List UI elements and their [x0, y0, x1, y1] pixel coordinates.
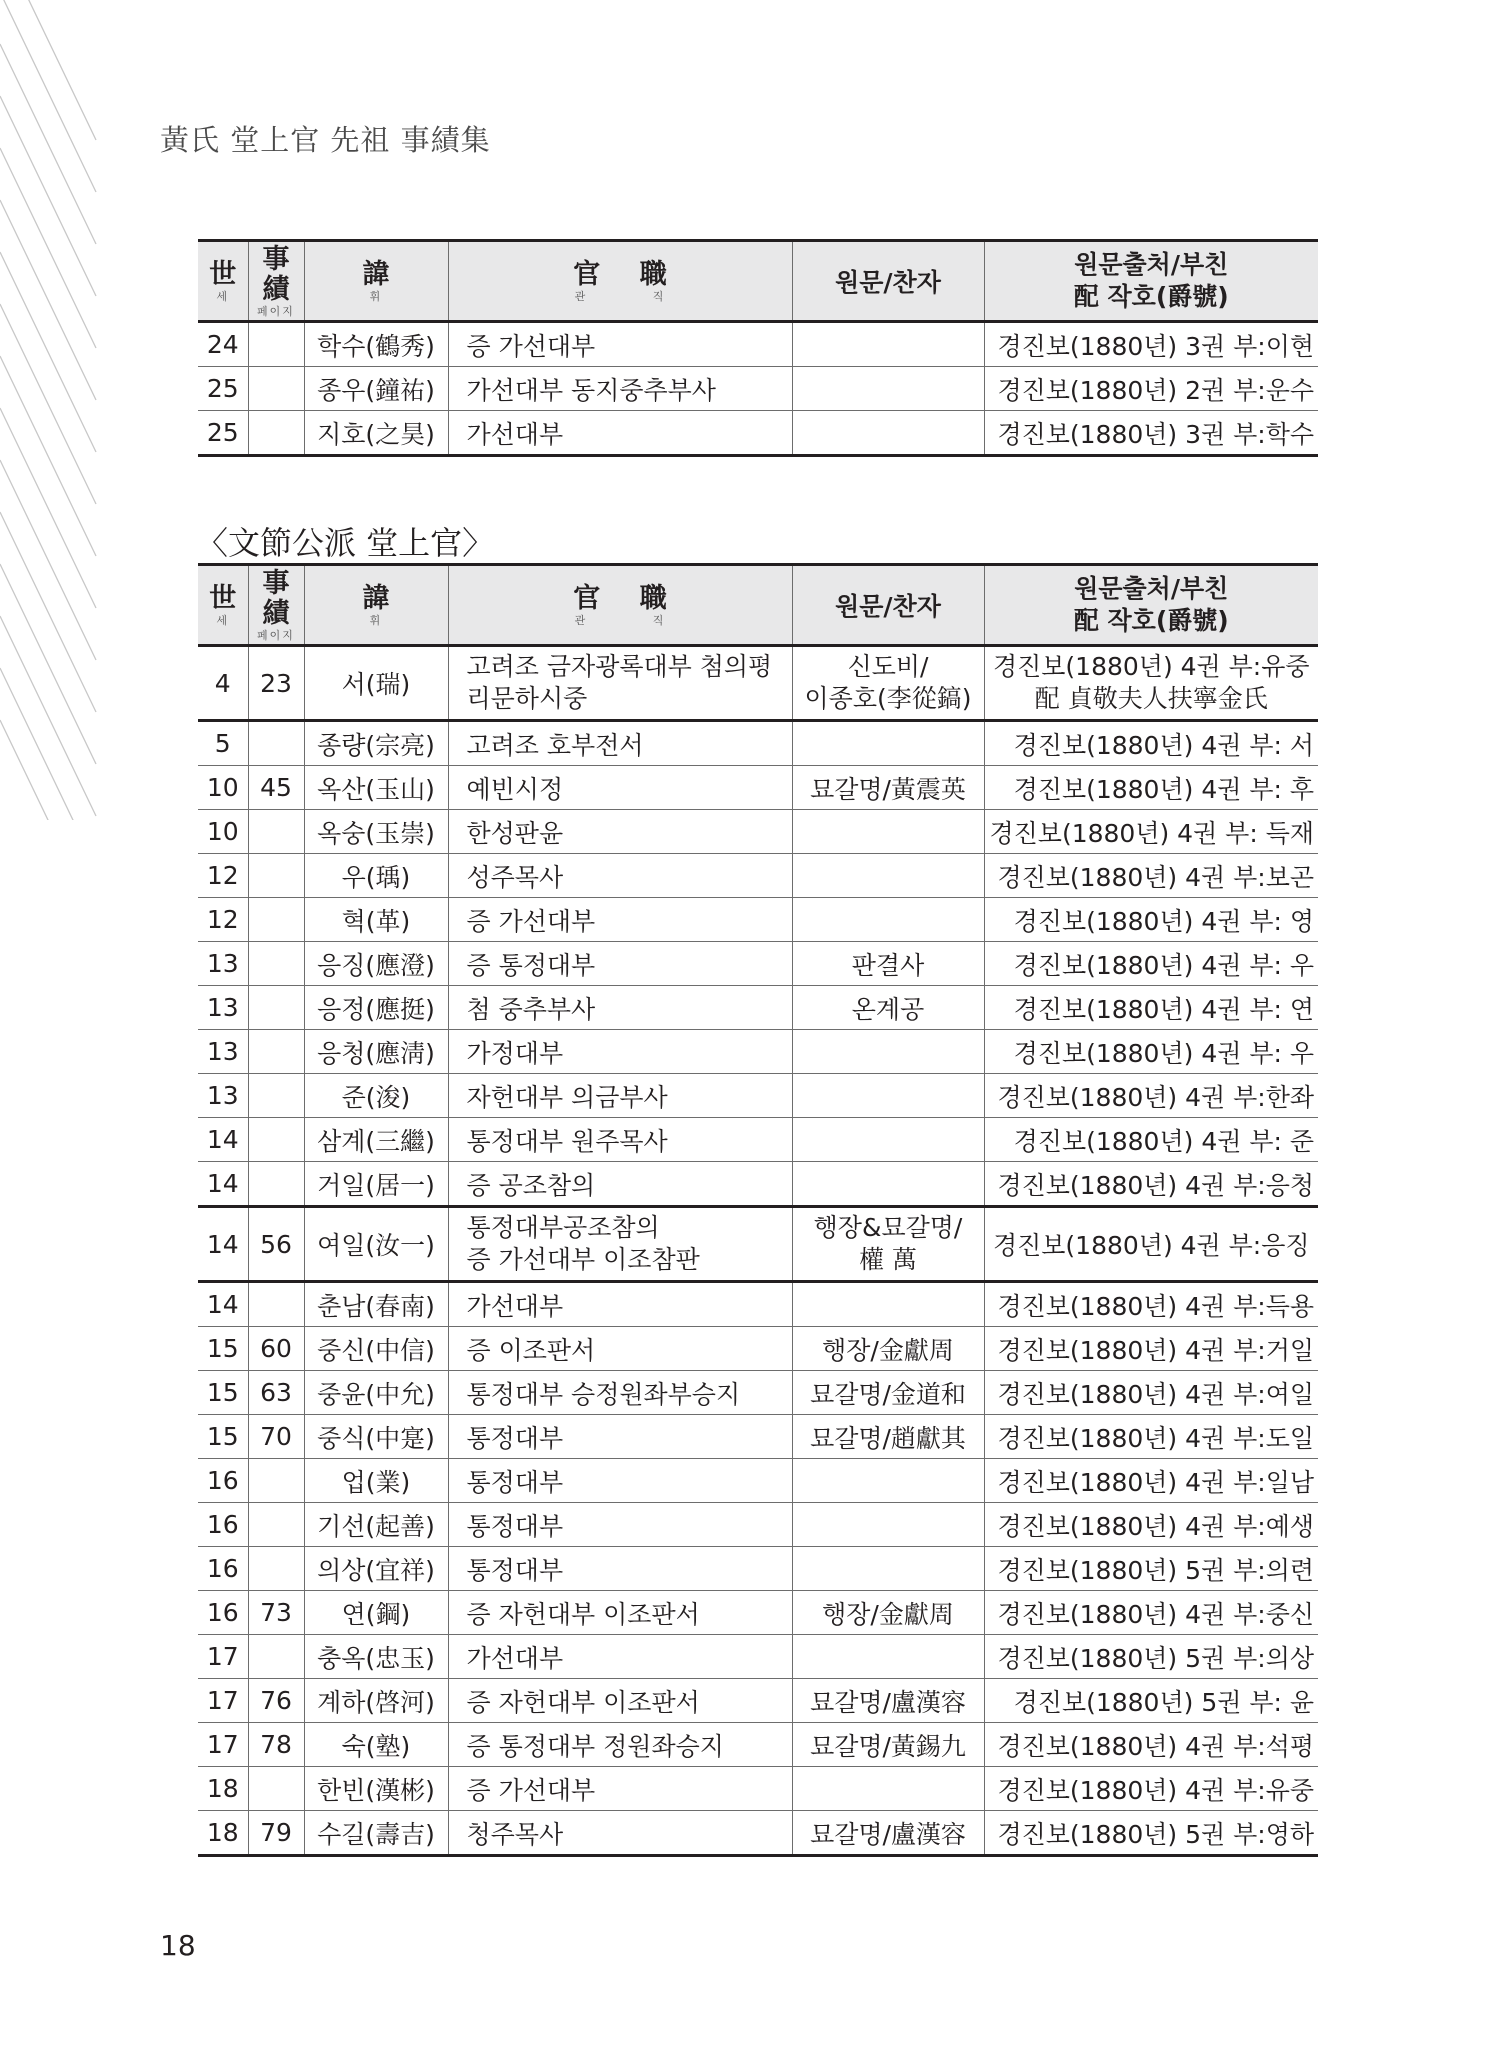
- page-number: 18: [160, 1929, 196, 1962]
- author-cell: 행장&묘갈명/ 權 萬: [792, 1207, 984, 1282]
- header-name: 諱 휘: [304, 241, 448, 322]
- office-cell: 증 가선대부: [448, 1767, 792, 1811]
- source-cell: 경진보(1880년) 4권 부:석평: [984, 1723, 1318, 1767]
- generation-cell: 16: [198, 1591, 248, 1635]
- page-cell: [248, 367, 304, 411]
- source-cell: 경진보(1880년) 2권 부:운수: [984, 367, 1318, 411]
- source-cell: 경진보(1880년) 3권 부:학수: [984, 411, 1318, 456]
- author-cell: 판결사: [792, 942, 984, 986]
- page-cell: 78: [248, 1723, 304, 1767]
- author-cell: [792, 1547, 984, 1591]
- generation-cell: 25: [198, 367, 248, 411]
- stripe-line: [0, 460, 96, 660]
- page-cell: 79: [248, 1811, 304, 1856]
- author-cell: [792, 1503, 984, 1547]
- source-cell: 경진보(1880년) 4권 부: 서: [984, 721, 1318, 766]
- table-row: [198, 1459, 1318, 1503]
- office-cell: 가선대부 동지중추부사: [448, 367, 792, 411]
- table-row: [198, 1635, 1318, 1679]
- name-cell: 종량(宗亮): [304, 721, 448, 766]
- source-cell: 경진보(1880년) 5권 부:의련: [984, 1547, 1318, 1591]
- generation-cell: 10: [198, 766, 248, 810]
- table-row: [198, 1327, 1318, 1371]
- table-row: [198, 1282, 1318, 1327]
- source-cell: 경진보(1880년) 5권 부:의상: [984, 1635, 1318, 1679]
- name-cell: 숙(塾): [304, 1723, 448, 1767]
- office-cell: 증 통정대부: [448, 942, 792, 986]
- source-cell: 경진보(1880년) 4권 부:예생: [984, 1503, 1318, 1547]
- name-cell: 의상(宜祥): [304, 1547, 448, 1591]
- author-cell: [792, 1282, 984, 1327]
- office-cell: 증 가선대부: [448, 898, 792, 942]
- name-cell: 지호(之昊): [304, 411, 448, 456]
- generation-cell: 18: [198, 1811, 248, 1856]
- office-cell: 통정대부: [448, 1459, 792, 1503]
- author-cell: 묘갈명/盧漢容: [792, 1811, 984, 1856]
- source-cell: 경진보(1880년) 4권 부: 연: [984, 986, 1318, 1030]
- generation-cell: 12: [198, 854, 248, 898]
- header-author: 원문/찬자: [792, 565, 984, 646]
- author-cell: [792, 1074, 984, 1118]
- office-cell: 증 이조판서: [448, 1327, 792, 1371]
- name-cell: 삼계(三繼): [304, 1118, 448, 1162]
- name-cell: 응정(應挺): [304, 986, 448, 1030]
- source-cell: 경진보(1880년) 4권 부:도일: [984, 1415, 1318, 1459]
- author-cell: [792, 367, 984, 411]
- office-cell: 자헌대부 의금부사: [448, 1074, 792, 1118]
- author-cell: 행장/金獻周: [792, 1327, 984, 1371]
- author-cell: 행장/金獻周: [792, 1591, 984, 1635]
- table-row: [198, 646, 1318, 721]
- officials-table-2: [198, 563, 1318, 1857]
- table-row: [198, 1371, 1318, 1415]
- author-cell: [792, 1030, 984, 1074]
- header-author: 원문/찬자: [792, 241, 984, 322]
- page-cell: [248, 1030, 304, 1074]
- office-cell: 가정대부: [448, 1030, 792, 1074]
- table-row: [198, 1503, 1318, 1547]
- author-cell: 묘갈명/金道和: [792, 1371, 984, 1415]
- stripe-line: [0, 408, 96, 608]
- header-source: 원문출처/부친 配 작호(爵號): [984, 565, 1318, 646]
- generation-cell: 14: [198, 1162, 248, 1207]
- name-cell: 종우(鐘祐): [304, 367, 448, 411]
- generation-cell: 14: [198, 1207, 248, 1282]
- office-cell: 고려조 호부전서: [448, 721, 792, 766]
- generation-cell: 13: [198, 1030, 248, 1074]
- name-cell: 서(瑞): [304, 646, 448, 721]
- source-cell: 경진보(1880년) 3권 부:이현: [984, 322, 1318, 367]
- table-row: [198, 1207, 1318, 1282]
- source-cell: 경진보(1880년) 4권 부: 영: [984, 898, 1318, 942]
- source-cell: 경진보(1880년) 4권 부:한좌: [984, 1074, 1318, 1118]
- header-generation: 世 세: [198, 241, 248, 322]
- author-cell: 묘갈명/盧漢容: [792, 1679, 984, 1723]
- office-cell: 통정대부 승정원좌부승지: [448, 1371, 792, 1415]
- source-cell: 경진보(1880년) 5권 부: 윤: [984, 1679, 1318, 1723]
- source-cell: 경진보(1880년) 4권 부:보곤: [984, 854, 1318, 898]
- table-row: [198, 1679, 1318, 1723]
- generation-cell: 25: [198, 411, 248, 456]
- name-cell: 중신(中信): [304, 1327, 448, 1371]
- table-header-row: [198, 241, 1318, 322]
- running-head: 黃氏 堂上官 先祖 事績集: [160, 123, 491, 157]
- name-cell: 우(瑀): [304, 854, 448, 898]
- stripe-line: [0, 148, 96, 348]
- table-row: [198, 721, 1318, 766]
- page-cell: [248, 854, 304, 898]
- name-cell: 충옥(忠玉): [304, 1635, 448, 1679]
- source-cell: 경진보(1880년) 4권 부:유중: [984, 1767, 1318, 1811]
- header-page: 事績 페이지: [248, 241, 304, 322]
- name-cell: 계하(啓河): [304, 1679, 448, 1723]
- stripe-line: [0, 252, 96, 452]
- office-cell: 통정대부: [448, 1503, 792, 1547]
- generation-cell: 15: [198, 1327, 248, 1371]
- author-cell: [792, 721, 984, 766]
- office-cell: 청주목사: [448, 1811, 792, 1856]
- table-row: [198, 766, 1318, 810]
- author-cell: [792, 1635, 984, 1679]
- author-cell: [792, 1459, 984, 1503]
- table-row: [198, 411, 1318, 456]
- office-cell: 증 자헌대부 이조판서: [448, 1591, 792, 1635]
- table-row: [198, 1030, 1318, 1074]
- office-cell: 증 공조참의: [448, 1162, 792, 1207]
- office-cell: 통정대부: [448, 1415, 792, 1459]
- page-cell: 73: [248, 1591, 304, 1635]
- source-cell: 경진보(1880년) 4권 부:중신: [984, 1591, 1318, 1635]
- generation-cell: 4: [198, 646, 248, 721]
- source-cell: 경진보(1880년) 4권 부: 우: [984, 942, 1318, 986]
- name-cell: 기선(起善): [304, 1503, 448, 1547]
- generation-cell: 14: [198, 1118, 248, 1162]
- generation-cell: 10: [198, 810, 248, 854]
- author-cell: [792, 411, 984, 456]
- name-cell: 준(浚): [304, 1074, 448, 1118]
- author-cell: [792, 1118, 984, 1162]
- name-cell: 옥숭(玉崇): [304, 810, 448, 854]
- table-row: [198, 1118, 1318, 1162]
- office-cell: 예빈시정: [448, 766, 792, 810]
- table-row: [198, 1074, 1318, 1118]
- table-row: [198, 1162, 1318, 1207]
- office-cell: 한성판윤: [448, 810, 792, 854]
- name-cell: 응징(應澄): [304, 942, 448, 986]
- author-cell: [792, 322, 984, 367]
- table-row: [198, 1767, 1318, 1811]
- name-cell: 혁(革): [304, 898, 448, 942]
- name-cell: 옥산(玉山): [304, 766, 448, 810]
- page-cell: 45: [248, 766, 304, 810]
- page-cell: 70: [248, 1415, 304, 1459]
- name-cell: 여일(汝一): [304, 1207, 448, 1282]
- name-cell: 학수(鶴秀): [304, 322, 448, 367]
- source-cell: 경진보(1880년) 4권 부:유중 配 貞敬夫人扶寧金氏: [984, 646, 1318, 721]
- table-row: [198, 322, 1318, 367]
- author-cell: 온계공: [792, 986, 984, 1030]
- page-cell: [248, 1547, 304, 1591]
- office-cell: 가선대부: [448, 1635, 792, 1679]
- table-row: [198, 942, 1318, 986]
- table-row: [198, 1547, 1318, 1591]
- header-page: 事績 페이지: [248, 565, 304, 646]
- source-cell: 경진보(1880년) 4권 부:응징: [984, 1207, 1318, 1282]
- generation-cell: 13: [198, 1074, 248, 1118]
- office-cell: 통정대부: [448, 1547, 792, 1591]
- source-cell: 경진보(1880년) 4권 부: 우: [984, 1030, 1318, 1074]
- office-cell: 증 자헌대부 이조판서: [448, 1679, 792, 1723]
- generation-cell: 16: [198, 1503, 248, 1547]
- page-cell: [248, 1767, 304, 1811]
- office-cell: 성주목사: [448, 854, 792, 898]
- author-cell: 묘갈명/趙獻其: [792, 1415, 984, 1459]
- generation-cell: 24: [198, 322, 248, 367]
- page-cell: 76: [248, 1679, 304, 1723]
- page-cell: [248, 810, 304, 854]
- header-source: 원문출처/부친 配 작호(爵號): [984, 241, 1318, 322]
- office-cell: 통정대부 원주목사: [448, 1118, 792, 1162]
- page-cell: [248, 1503, 304, 1547]
- name-cell: 업(業): [304, 1459, 448, 1503]
- name-cell: 중식(中寔): [304, 1415, 448, 1459]
- decorative-stripes: [0, 0, 100, 820]
- page-cell: [248, 1074, 304, 1118]
- header-office: 官 職 관 직: [448, 565, 792, 646]
- page-cell: [248, 1282, 304, 1327]
- office-cell: 통정대부공조참의 증 가선대부 이조참판: [448, 1207, 792, 1282]
- generation-cell: 16: [198, 1459, 248, 1503]
- table-row: [198, 986, 1318, 1030]
- generation-cell: 17: [198, 1679, 248, 1723]
- generation-cell: 5: [198, 721, 248, 766]
- author-cell: 묘갈명/黃錫九: [792, 1723, 984, 1767]
- source-cell: 경진보(1880년) 4권 부: 후: [984, 766, 1318, 810]
- generation-cell: 13: [198, 942, 248, 986]
- table-row: [198, 1811, 1318, 1856]
- generation-cell: 15: [198, 1415, 248, 1459]
- author-cell: [792, 898, 984, 942]
- officials-table-1: [198, 239, 1318, 457]
- name-cell: 중윤(中允): [304, 1371, 448, 1415]
- page-cell: [248, 942, 304, 986]
- page-cell: 63: [248, 1371, 304, 1415]
- page-cell: [248, 411, 304, 456]
- header-generation: 世 세: [198, 565, 248, 646]
- table-header-row: [198, 565, 1318, 646]
- header-name: 諱 휘: [304, 565, 448, 646]
- stripe-line: [0, 668, 96, 820]
- generation-cell: 17: [198, 1723, 248, 1767]
- stripe-line: [0, 44, 96, 244]
- name-cell: 춘남(春南): [304, 1282, 448, 1327]
- office-cell: 고려조 금자광록대부 첨의평 리문하시중: [448, 646, 792, 721]
- author-cell: 묘갈명/黃震英: [792, 766, 984, 810]
- source-cell: 경진보(1880년) 4권 부: 준: [984, 1118, 1318, 1162]
- table-row: [198, 1723, 1318, 1767]
- page-cell: [248, 721, 304, 766]
- stripe-line: [0, 616, 96, 816]
- name-cell: 응청(應淸): [304, 1030, 448, 1074]
- table-row: [198, 854, 1318, 898]
- source-cell: 경진보(1880년) 4권 부:여일: [984, 1371, 1318, 1415]
- generation-cell: 14: [198, 1282, 248, 1327]
- author-cell: [792, 1162, 984, 1207]
- source-cell: 경진보(1880년) 4권 부:일남: [984, 1459, 1318, 1503]
- source-cell: 경진보(1880년) 4권 부: 득재: [984, 810, 1318, 854]
- table-row: [198, 898, 1318, 942]
- page-cell: 60: [248, 1327, 304, 1371]
- source-cell: 경진보(1880년) 5권 부:영하: [984, 1811, 1318, 1856]
- office-cell: 증 가선대부: [448, 322, 792, 367]
- table-row: [198, 810, 1318, 854]
- page-cell: [248, 322, 304, 367]
- page-cell: [248, 1459, 304, 1503]
- office-cell: 첨 중추부사: [448, 986, 792, 1030]
- generation-cell: 12: [198, 898, 248, 942]
- stripe-line: [0, 200, 96, 400]
- page-cell: [248, 986, 304, 1030]
- author-cell: 신도비/ 이종호(李從鎬): [792, 646, 984, 721]
- generation-cell: 18: [198, 1767, 248, 1811]
- author-cell: [792, 854, 984, 898]
- generation-cell: 17: [198, 1635, 248, 1679]
- stripe-line: [0, 304, 96, 504]
- office-cell: 가선대부: [448, 1282, 792, 1327]
- page-cell: [248, 1118, 304, 1162]
- table-row: [198, 367, 1318, 411]
- section-title: 〈文節公派 堂上官〉: [196, 524, 495, 562]
- table-row: [198, 1591, 1318, 1635]
- header-office: 官 職 관 직: [448, 241, 792, 322]
- source-cell: 경진보(1880년) 4권 부:득용: [984, 1282, 1318, 1327]
- author-cell: [792, 810, 984, 854]
- name-cell: 한빈(漢彬): [304, 1767, 448, 1811]
- office-cell: 가선대부: [448, 411, 792, 456]
- page-cell: 23: [248, 646, 304, 721]
- name-cell: 연(鋼): [304, 1591, 448, 1635]
- source-cell: 경진보(1880년) 4권 부:거일: [984, 1327, 1318, 1371]
- name-cell: 거일(居一): [304, 1162, 448, 1207]
- source-cell: 경진보(1880년) 4권 부:응청: [984, 1162, 1318, 1207]
- page-cell: 56: [248, 1207, 304, 1282]
- generation-cell: 16: [198, 1547, 248, 1591]
- stripe-line: [0, 512, 96, 712]
- page-cell: [248, 1162, 304, 1207]
- stripe-line: [0, 356, 96, 556]
- stripe-line: [0, 96, 96, 296]
- stripe-line: [0, 0, 96, 192]
- generation-cell: 15: [198, 1371, 248, 1415]
- generation-cell: 13: [198, 986, 248, 1030]
- author-cell: [792, 1767, 984, 1811]
- stripe-line: [0, 564, 96, 764]
- office-cell: 증 통정대부 정원좌승지: [448, 1723, 792, 1767]
- name-cell: 수길(壽吉): [304, 1811, 448, 1856]
- page-cell: [248, 1635, 304, 1679]
- page-cell: [248, 898, 304, 942]
- table-row: [198, 1415, 1318, 1459]
